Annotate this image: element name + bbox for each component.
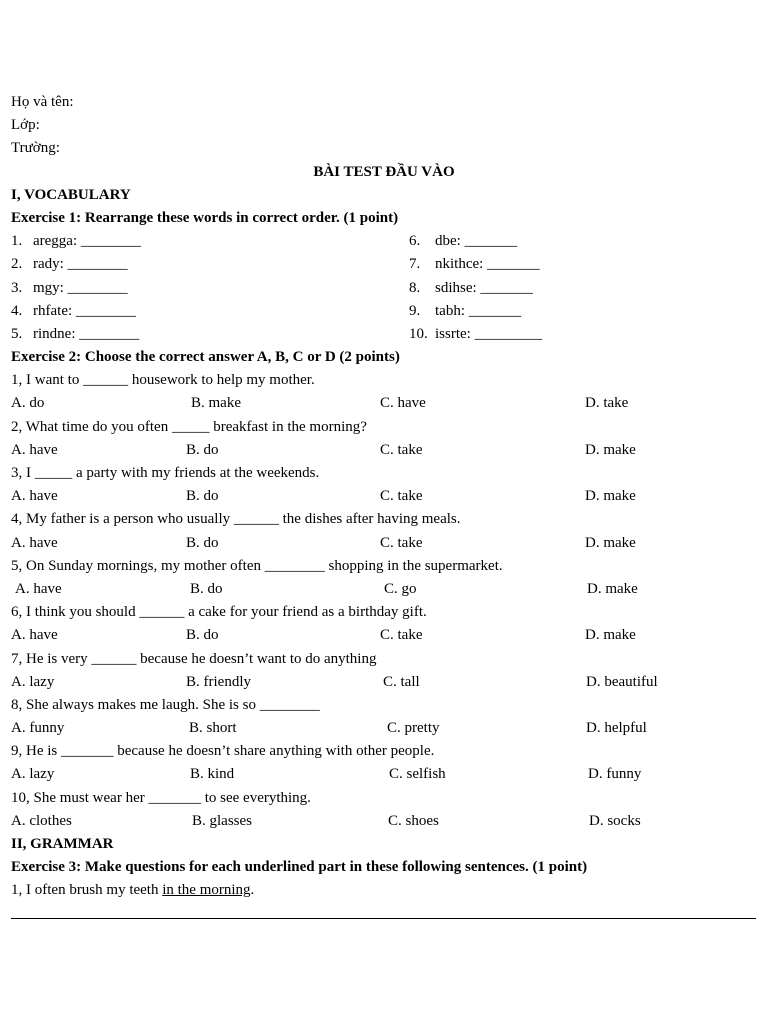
answer-options	[11, 485, 757, 508]
page-title: BÀI TEST ĐẦU VÀO	[313, 163, 455, 180]
question-text: 6, I think you should ______ a cake for your friend as a birthday gift.	[11, 604, 427, 621]
section-grammar-title: II, GRAMMAR	[11, 836, 114, 852]
option-c: C. go	[384, 580, 417, 597]
sentence-text: 1, I often brush my teeth	[11, 882, 163, 899]
option-b: B. do	[186, 534, 219, 551]
exercise-1-row	[11, 253, 757, 276]
exercise-1-row	[11, 230, 757, 253]
exercise-3-title: Exercise 3: Make questions for each underlined part in these following sentences. (1 point)	[11, 859, 588, 876]
answer-options	[11, 763, 757, 786]
exercise-2-list	[11, 369, 757, 833]
option-d: D. make	[585, 488, 636, 505]
option-c: C. have	[380, 395, 426, 412]
item-number: 5.	[11, 325, 23, 342]
worksheet	[11, 91, 757, 903]
option-d: D. take	[585, 395, 629, 412]
item-number: 10.	[409, 325, 428, 342]
answer-line	[11, 918, 756, 919]
name-label: Họ và tên:	[11, 94, 74, 110]
item-number: 2.	[11, 256, 23, 273]
option-b: B. short	[189, 720, 237, 737]
scrambled-word: rhfate: ________	[33, 302, 136, 319]
option-b: B. kind	[190, 766, 235, 783]
option-b: B. do	[186, 627, 219, 644]
question-text: 9, He is _______ because he doesn’t share anything with other people.	[11, 743, 435, 760]
question-text: 2, What time do you often _____ breakfast in the morning?	[11, 418, 367, 435]
item-number: 8.	[409, 279, 421, 296]
item-number: 6.	[409, 233, 421, 250]
scrambled-word: rindne: ________	[33, 325, 140, 342]
answer-options	[11, 717, 757, 740]
exercise-1-row	[11, 323, 757, 346]
option-d: D. make	[587, 580, 638, 597]
option-c: C. tall	[383, 673, 420, 690]
item-number: 9.	[409, 302, 421, 319]
item-number: 7.	[409, 256, 421, 273]
answer-options	[11, 578, 757, 601]
question-text: 3, I _____ a party with my friends at the weekends.	[11, 465, 320, 481]
answer-options	[11, 392, 757, 415]
question-text: 8, She always makes me laugh. She is so ________	[11, 696, 320, 713]
item-number: 1.	[11, 233, 23, 250]
exercise-1-title: Exercise 1: Rearrange these words in correct order. (1 point)	[11, 209, 399, 226]
answer-options	[11, 810, 757, 833]
option-a: A. funny	[11, 720, 65, 737]
option-b: B. glasses	[192, 812, 252, 829]
scrambled-word: tabh: _______	[435, 302, 522, 319]
option-c: C. shoes	[388, 812, 439, 829]
school-label: Trường:	[11, 140, 60, 157]
option-c: C. take	[380, 534, 423, 551]
option-a: A. have	[11, 627, 58, 644]
exercise-1-list	[11, 230, 757, 346]
exercise-1-row	[11, 300, 757, 323]
item-number: 3.	[11, 279, 23, 296]
answer-options	[11, 439, 757, 462]
option-a: A. lazy	[11, 766, 55, 783]
option-b: B. friendly	[186, 673, 251, 690]
option-c: C. take	[380, 627, 423, 644]
class-label: Lớp:	[11, 117, 40, 134]
option-b: B. do	[186, 441, 219, 458]
item-number: 4.	[11, 302, 23, 319]
option-a: A. clothes	[11, 812, 72, 829]
scrambled-word: aregga: ________	[33, 233, 141, 250]
option-a: A. have	[11, 534, 58, 551]
exercise-2-title: Exercise 2: Choose the correct answer A, B, C or D (2 points)	[11, 349, 400, 366]
option-a: A. do	[11, 395, 45, 412]
option-c: C. selfish	[389, 766, 446, 783]
scrambled-word: dbe: _______	[435, 233, 518, 250]
exercise-3-question-1	[11, 879, 757, 902]
question-text: 4, My father is a person who usually ______ the dishes after having meals.	[11, 511, 461, 528]
scrambled-word: nkithce: _______	[435, 256, 540, 273]
option-d: D. funny	[588, 766, 642, 783]
scrambled-word: issrte: _________	[435, 325, 543, 342]
question-text: 5, On Sunday mornings, my mother often ________ shopping in the supermarket.	[11, 557, 503, 574]
question-text: 1, I want to ______ housework to help my mother.	[11, 372, 315, 389]
sentence-end: .	[250, 882, 255, 899]
section-vocabulary-title: I, VOCABULARY	[11, 186, 131, 203]
scrambled-word: mgy: ________	[33, 279, 128, 296]
option-a: A. have	[11, 441, 58, 458]
option-a: A. have	[15, 580, 62, 597]
option-c: C. take	[380, 488, 423, 505]
scrambled-word: sdihse: _______	[435, 279, 533, 296]
question-text: 7, He is very ______ because he doesn’t want to do anything	[11, 650, 377, 667]
option-d: D. make	[585, 441, 636, 458]
option-c: C. take	[380, 441, 423, 458]
answer-options	[11, 624, 757, 647]
option-b: B. do	[186, 488, 219, 505]
option-d: D. make	[585, 534, 636, 551]
option-d: D. make	[585, 627, 636, 644]
exercise-1-row	[11, 277, 757, 300]
option-b: B. make	[191, 395, 241, 412]
option-c: C. pretty	[387, 720, 440, 737]
option-d: D. beautiful	[586, 673, 658, 690]
underlined-part: in the morning	[162, 882, 251, 899]
option-d: D. socks	[589, 812, 641, 829]
scrambled-word: rady: ________	[33, 256, 128, 273]
option-b: B. do	[190, 580, 223, 597]
question-text: 10, She must wear her _______ to see everything.	[11, 789, 311, 806]
answer-options	[11, 671, 757, 694]
answer-options	[11, 532, 757, 555]
option-a: A. have	[11, 488, 58, 505]
option-a: A. lazy	[11, 673, 55, 690]
option-d: D. helpful	[586, 720, 647, 737]
